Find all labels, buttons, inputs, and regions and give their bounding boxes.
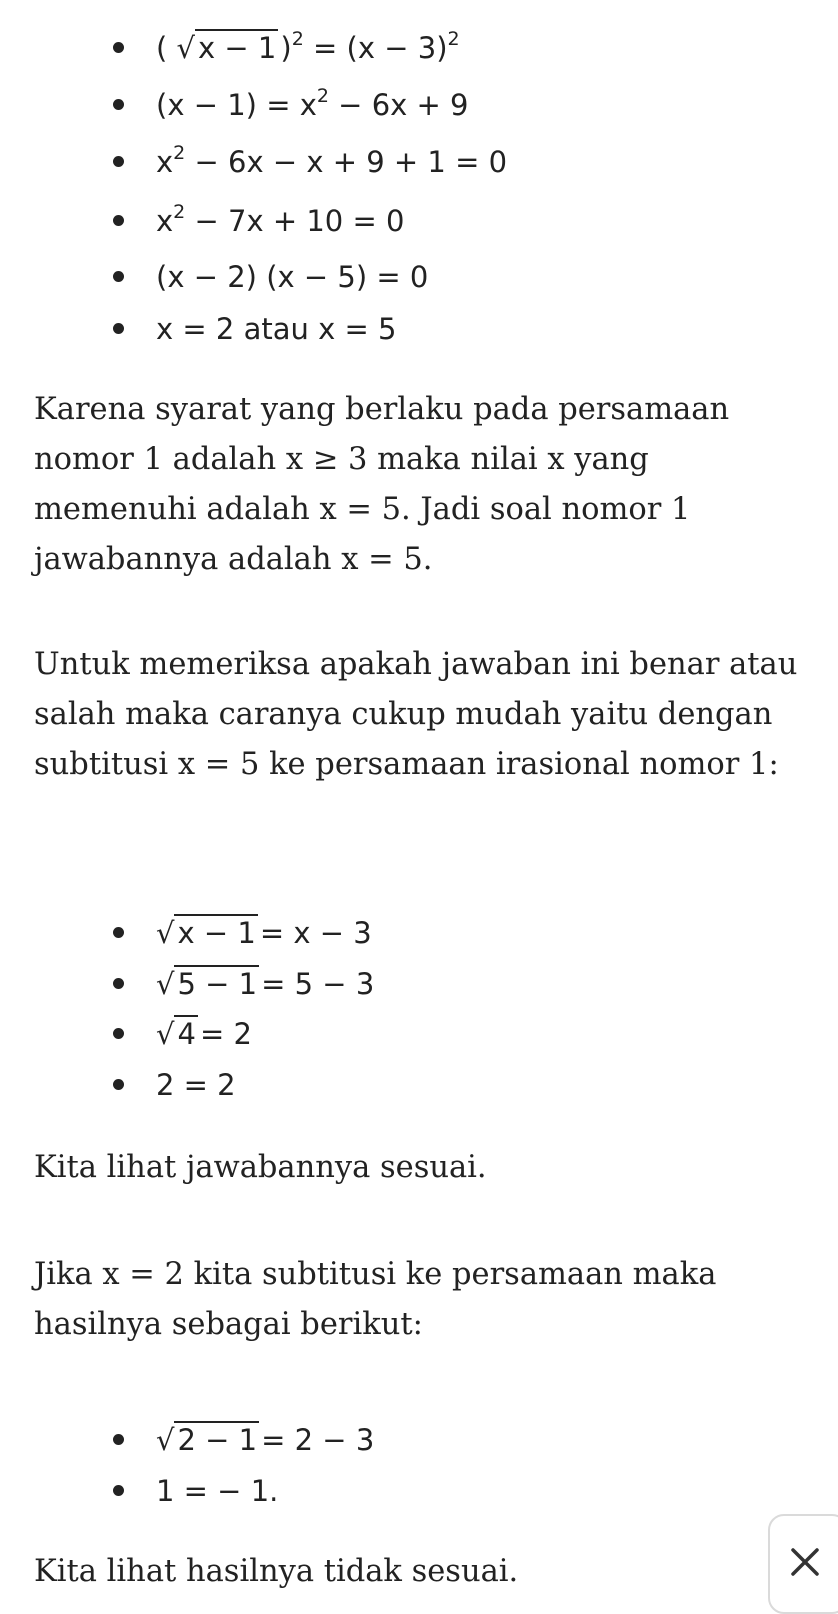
math-expression: √ 4 = 2 [156,1014,252,1054]
radicand: x − 1 [174,914,257,950]
list-item [0,85,838,125]
math-expression: (x − 2) (x − 5) = 0 [156,260,429,294]
list-item [0,257,838,297]
math-expression: 2 = 2 [156,1068,236,1102]
list-item [0,142,838,182]
paren-close: ) [280,31,292,65]
math-expression: $(x - 1) = x^2 - 6x + 9$ [156,85,469,122]
math-expression: $x^2 - 7x + 10 = 0$ [156,201,405,238]
radicand: 5 − 1 [174,965,259,1001]
math-expression: 1 = − 1. [156,1474,279,1508]
exponent: 2 [316,85,329,107]
close-icon [787,1544,823,1580]
radical: √ 2 − 1 [156,1423,258,1457]
bullet [113,99,124,110]
radical: √ x − 1 [156,916,256,950]
close-button[interactable] [768,1514,838,1614]
list-item [0,28,838,68]
radical: √ 4 [156,1017,196,1051]
list-item [0,964,838,1004]
exponent: 2 [173,201,186,223]
math-expression: √ 5 − 1 = 5 − 3 [156,964,374,1004]
bullet [113,323,124,334]
bullet [113,156,124,167]
exponent: 2 [173,142,186,164]
bullet [113,978,124,989]
math-expression: x = 2 atau x = 5 [156,312,397,346]
bullet [113,1079,124,1090]
list-item [0,1471,838,1511]
bullet [113,42,124,53]
bullet [113,215,124,226]
bullet [113,1434,124,1445]
paren-open: ( [156,31,168,65]
list-item [0,913,838,953]
paragraph-x2-intro: Jika x = 2 kita subtitusi ke persamaan maka hasilnya sebagai berikut: [34,1257,717,1342]
list-item [0,201,838,241]
radical: √ 5 − 1 [156,967,258,1001]
list-item [0,1014,838,1054]
list-item [0,1065,838,1105]
math-expression: √ 2 − 1 = 2 − 3 [156,1420,374,1460]
paragraph-conclusion: Karena syarat yang berlaku pada persamaan nomor 1 adalah x ≥ 3 maka nilai x yang memenuhi adalah x = 5. Jadi soal nomor 1 jawabannya adalah x = 5. [34,392,730,577]
math-expression [156,28,460,68]
list-item [0,309,838,349]
bullet [113,1485,124,1496]
radicand: 2 − 1 [174,1421,259,1457]
expression-rest: = (x − 3) [313,31,448,65]
bullet [113,271,124,282]
paragraph-verification-intro: Untuk memeriksa apakah jawaban ini benar atau salah maka caranya cukup mudah yaitu dengan subtitusi x = 5 ke persamaan irasional nomor 1: [34,647,798,782]
radicand: 4 [174,1015,197,1051]
exponent: 2 [291,28,304,50]
radicand: x − 1 [195,29,278,65]
exponent: 2 [447,28,460,50]
math-expression: $x^2 - 6x - x + 9 + 1 = 0$ [156,142,508,179]
math-expression: √ x − 1 = x − 3 [156,913,372,953]
paragraph-match: Kita lihat jawabannya sesuai. [34,1150,487,1185]
list-item [0,1420,838,1460]
paragraph-mismatch: Kita lihat hasilnya tidak sesuai. [34,1554,519,1589]
bullet [113,1028,124,1039]
bullet [113,927,124,938]
radical: √ x − 1 [176,31,277,65]
